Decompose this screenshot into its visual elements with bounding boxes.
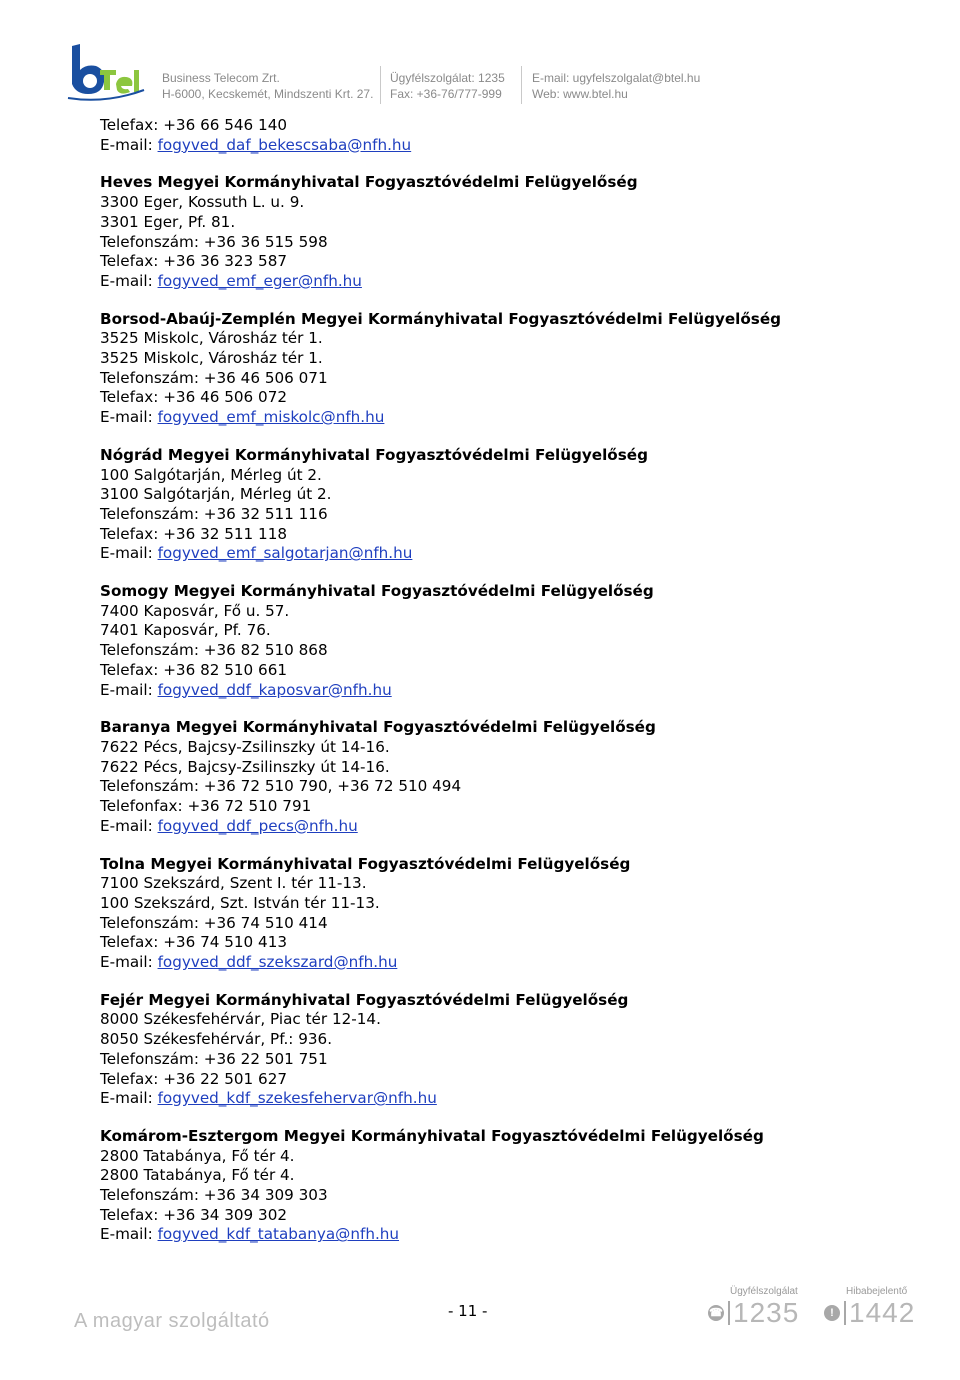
office-detail-line: 7100 Szekszárd, Szent I. tér 11-13.	[100, 874, 367, 893]
office-detail-line: 7401 Kaposvár, Pf. 76.	[100, 621, 271, 640]
email-label: E-mail:	[100, 1089, 158, 1108]
office-email-line	[100, 1089, 920, 1109]
header-contact-block	[390, 70, 505, 102]
section-spacer	[100, 155, 920, 173]
top-email-line	[100, 136, 920, 156]
office-detail-line: 7622 Pécs, Bajcsy-Zsilinszky út 14-16.	[100, 757, 390, 776]
office-detail-line: Telefax: +36 46 506 072	[100, 388, 288, 407]
header-service-line: Ügyfélszolgálat: 1235	[390, 71, 505, 85]
header-fax: Fax: +36-76/777-999	[390, 87, 502, 101]
email-link[interactable]: fogyved_emf_eger@nfh.hu	[157, 271, 362, 290]
email-link[interactable]: fogyved_ddf_szekszard@nfh.hu	[157, 953, 398, 972]
office-email-line	[100, 1225, 920, 1245]
footer-fault-number: 1442	[849, 1297, 916, 1328]
office-title: Nógrád Megyei Kormányhivatal Fogyasztóvédelmi Felügyelőség	[100, 445, 648, 464]
office-email-line	[100, 544, 920, 564]
footer-divider	[728, 1301, 730, 1325]
office-detail-line: Telefonszám: +36 32 511 116	[100, 504, 328, 523]
email-label: E-mail:	[100, 135, 158, 154]
office-title: Somogy Megyei Kormányhivatal Fogyasztóvédelmi Felügyelőség	[100, 582, 654, 601]
office-detail-line: 3525 Miskolc, Városház tér 1.	[100, 329, 323, 348]
office-detail-line: Telefonszám: +36 36 515 598	[100, 232, 328, 251]
office-title: Heves Megyei Kormányhivatal Fogyasztóvédelmi Felügyelőség	[100, 173, 638, 192]
office-detail-line: 100 Salgótarján, Mérleg út 2.	[100, 465, 322, 484]
header-divider	[521, 66, 522, 104]
footer-divider	[844, 1301, 846, 1325]
section-spacer	[100, 1109, 920, 1127]
office-email-line	[100, 817, 920, 837]
office-detail-line: Telefax: +36 22 501 627	[100, 1069, 288, 1088]
office-email-line	[100, 681, 920, 701]
office-entry	[100, 1127, 920, 1245]
office-detail-line: Telefonszám: +36 82 510 868	[100, 641, 328, 660]
office-email-line	[100, 272, 920, 292]
header-online-block	[532, 70, 700, 102]
section-spacer	[100, 973, 920, 991]
office-entry	[100, 310, 920, 428]
office-detail-line: 7622 Pécs, Bajcsy-Zsilinszky út 14-16.	[100, 737, 390, 756]
header-address: H-6000, Kecskemét, Mindszenti Krt. 27.	[162, 87, 374, 101]
footer-service-box	[708, 1286, 799, 1327]
header-email: E-mail: ugyfelszolgalat@btel.hu	[532, 71, 701, 85]
email-link[interactable]: fogyved_emf_salgotarjan@nfh.hu	[157, 544, 413, 563]
footer-service-caption: Ügyfélszolgálat	[730, 1286, 798, 1297]
email-link[interactable]: fogyved_emf_miskolc@nfh.hu	[157, 408, 385, 427]
email-label: E-mail:	[100, 680, 158, 699]
office-entry	[100, 582, 920, 700]
office-title: Borsod-Abaúj-Zemplén Megyei Kormányhivatal Fogyasztóvédelmi Felügyelőség	[100, 309, 782, 328]
office-detail-line: 2800 Tatabánya, Fő tér 4.	[100, 1166, 295, 1185]
office-title: Tolna Megyei Kormányhivatal Fogyasztóvédelmi Felügyelőség	[100, 854, 631, 873]
header-web: Web: www.btel.hu	[532, 87, 628, 101]
office-detail-line: Telefax: +36 82 510 661	[100, 660, 288, 679]
office-detail-line: Telefax: +36 32 511 118	[100, 524, 288, 543]
header-company-block	[162, 70, 373, 102]
office-email-line	[100, 408, 920, 428]
office-list	[100, 155, 920, 1245]
email-link[interactable]: fogyved_kdf_szekesfehervar@nfh.hu	[157, 1089, 437, 1108]
email-link[interactable]: fogyved_kdf_tatabanya@nfh.hu	[157, 1225, 400, 1244]
office-detail-line: 8000 Székesfehérvár, Piac tér 12-14.	[100, 1010, 381, 1029]
email-label: E-mail:	[100, 408, 158, 427]
email-label: E-mail:	[100, 544, 158, 563]
office-title: Fejér Megyei Kormányhivatal Fogyasztóvédelmi Felügyelőség	[100, 990, 629, 1009]
email-label: E-mail:	[100, 1225, 158, 1244]
office-detail-line: Telefonszám: +36 22 501 751	[100, 1049, 328, 1068]
section-spacer	[100, 700, 920, 718]
office-detail-line: 3301 Eger, Pf. 81.	[100, 212, 236, 231]
office-detail-line: Telefonszám: +36 46 506 071	[100, 368, 328, 387]
office-detail-line: Telefax: +36 36 323 587	[100, 252, 288, 271]
office-detail-line: 3300 Eger, Kossuth L. u. 9.	[100, 193, 305, 212]
header-divider	[380, 66, 381, 104]
office-entry	[100, 991, 920, 1109]
footer-fault-box	[824, 1286, 915, 1327]
office-entry	[100, 855, 920, 973]
section-spacer	[100, 292, 920, 310]
office-detail-line: Telefonszám: +36 34 309 303	[100, 1186, 328, 1205]
section-spacer	[100, 564, 920, 582]
email-label: E-mail:	[100, 271, 158, 290]
email-link[interactable]: fogyved_ddf_pecs@nfh.hu	[157, 816, 358, 835]
top-fax: Telefax: +36 66 546 140	[100, 116, 288, 134]
page-header	[0, 0, 960, 110]
email-link[interactable]: fogyved_ddf_kaposvar@nfh.hu	[157, 680, 392, 699]
header-company: Business Telecom Zrt.	[162, 71, 280, 85]
office-detail-line: Telefonfax: +36 72 510 791	[100, 797, 312, 816]
email-label: E-mail:	[100, 953, 158, 972]
document-body	[100, 116, 920, 1245]
office-detail-line: 3100 Salgótarján, Mérleg út 2.	[100, 485, 332, 504]
phone-icon: ☎	[709, 1307, 723, 1319]
office-entry	[100, 718, 920, 836]
office-entry	[100, 173, 920, 291]
office-detail-line: 8050 Székesfehérvár, Pf.: 936.	[100, 1030, 333, 1049]
office-detail-line: 3525 Miskolc, Városház tér 1.	[100, 349, 323, 368]
footer-slogan: A magyar szolgáltató	[74, 1310, 270, 1332]
office-detail-line: Telefonszám: +36 72 510 790, +36 72 510 494	[100, 777, 462, 796]
office-detail-line: 2800 Tatabánya, Fő tér 4.	[100, 1146, 295, 1165]
office-detail-line: Telefonszám: +36 74 510 414	[100, 913, 328, 932]
alert-icon: !	[824, 1305, 840, 1321]
page-number: - 11 -	[448, 1302, 488, 1320]
btel-logo	[66, 40, 146, 106]
email-link[interactable]: fogyved_daf_bekescsaba@nfh.hu	[157, 135, 412, 154]
office-detail-line: Telefax: +36 74 510 413	[100, 933, 288, 952]
office-detail-line: Telefax: +36 34 309 302	[100, 1205, 288, 1224]
email-label: E-mail:	[100, 816, 158, 835]
page-footer	[0, 1280, 960, 1380]
office-title: Komárom-Esztergom Megyei Kormányhivatal Fogyasztóvédelmi Felügyelőség	[100, 1126, 764, 1145]
section-spacer	[100, 837, 920, 855]
office-detail-line: 100 Szekszárd, Szt. István tér 11-13.	[100, 893, 380, 912]
section-spacer	[100, 428, 920, 446]
office-entry	[100, 446, 920, 564]
office-email-line	[100, 953, 920, 973]
office-title: Baranya Megyei Kormányhivatal Fogyasztóvédelmi Felügyelőség	[100, 718, 656, 737]
footer-fault-caption: Hibabejelentő	[846, 1286, 908, 1297]
office-detail-line: 7400 Kaposvár, Fő u. 57.	[100, 601, 290, 620]
footer-service-number: 1235	[733, 1297, 800, 1328]
